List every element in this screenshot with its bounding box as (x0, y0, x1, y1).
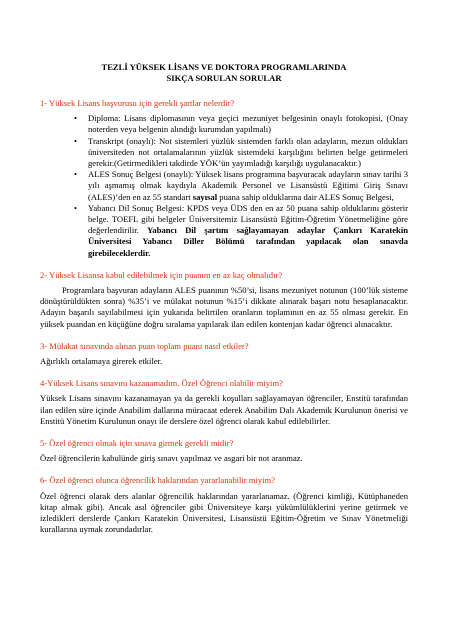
answer-2: Programlara başvuran adayların ALES puanının %50’si, lisans mezuniyet notunun (100’lük sisteme dönüştürüldükten sonra) %35’i ve mülakat notunun %15’i dikkate alınarak başarı notu hesaplanacaktır. Adayın başarılı sayılabilmesi için yukarıda belirtilen oranların toplamının en az 55 olması gerekir. En yüksek puandan en küçüğüne doğru sıralama yapılarak ilan edilen kontenjan kadar öğrenci alınacaktır. (40, 285, 408, 329)
list-item (74, 169, 408, 203)
title-line-1: TEZLİ YÜKSEK LİSANS VE DOKTORA PROGRAMLARINDA (101, 62, 347, 72)
answer-3: Ağırlıklı ortalamaya girerek etkiler. (40, 356, 163, 367)
question-4: 4-Yüksek Lisans sınavını kazanamadım. Özel Öğrenci olabilir miyim? (40, 378, 283, 389)
bullet-icon: • (74, 169, 78, 180)
document-title (40, 62, 408, 84)
list-item-text: Yabancı Dil Sonuç Belgesi: KPDS veya ÜDS den en az 50 puana sahip olduklarını gösterir belge. TOEFL gibi belgeler Üniversitemiz Lisansüstü Eğitim-Öğretim Yönetmeliğine göre değerlendirilir. (88, 202, 408, 236)
list-item (74, 135, 408, 170)
list-item-text: puana sahip olduklarına dair ALES Sonuç Belgesi, (217, 191, 394, 202)
answer-6: Özel öğrenci olarak ders alanlar öğrencilik haklarından yararlanamaz. (Öğrenci kimliği, Kütüphaneden kitap almak gibi). Ancak asıl öğrenciler gibi Üniversiteye karşı yükümlülüklerini yerine getirmek ve izledikleri derslerde Çankırı Karatekin Üniversitesi, Lisansüstü Eğitim-Öğretim ve Sınav Yönetmeliği kurallarına uymak zorundadırlar. (40, 490, 408, 535)
bullet-icon: • (74, 135, 78, 146)
question-5: 5- Özel öğrenci olmak için sınava girmek gerekli midir? (40, 438, 234, 449)
question-2: 2- Yüksek Lisansa kabul edilebilmek için puanım en az kaç olmalıdır? (40, 269, 283, 280)
list-item (74, 202, 408, 259)
bullet-icon: • (74, 202, 78, 213)
question-6: 6- Özel öğrenci olunca öğrencilik haklarından yararlanabilir miyim? (40, 475, 276, 486)
answer-4: Yüksek Lisans sınavını kazanamayan ya da gerekli koşulları sağlayamayan öğrenciler, Enstitü tarafından ilan edilen süre içinde Anabilim dallarına müracaat ederek Anabilim Dalı Akademik Kurulunun önerisi ve Enstitü Yönetim Kurulunun onayı ile derslere özel öğrenci olarak kabul edilebilirler. (40, 393, 408, 426)
list-item-bold-text: Yabancı Dil şartını sağlayamayan adaylar Çankırı Karatekin Üniversitesi Yabancı Diller Bölümü tarafından yapılacak olan sınavda girebileceklerdir. (88, 225, 408, 258)
answer-5: Özel öğrencilerin kabulünde giriş sınavı yapılmaz ve asgari bir not aranmaz. (40, 453, 303, 464)
list-item-text: ALES Sonuç Belgesi (onaylı): Yüksek lisans programına başvuracak adayların sınav tarihi 3 yılı aşmamış olmak kaydıyla Akademik Personel ve Lisansüstü Eğitimi Giriş Sınavı (ALES)’den en az 55 standart (88, 169, 408, 202)
bullet-icon: • (74, 113, 78, 124)
list-item (74, 113, 408, 135)
requirements-list (40, 113, 408, 259)
question-3: 3- Mülakat sınavında alınan puan toplam puanı nasıl etkiler? (40, 340, 249, 351)
list-item-text: Transkript (onaylı): Not sistemleri yüzlük sistemden farklı olan adayların, mezun oldukları üniversiteden not ortalamalarının yüzlük sistemdeki karşılığını belirten belge getirmeleri gerekir.(Getirmedikleri takdirde YÖK’ün yayımladığı karşılığı uygulanacaktır.) (88, 135, 408, 169)
list-item-text: Diploma: Lisans diplomasının veya geçici mezuniyet belgesinin onaylı fotokopisi, (Onay noterden veya belgenin alındığı kurumdan yapılmalı) (88, 113, 408, 135)
question-1: 1- Yüksek Lisans başvurusu için gerekli şartlar nelerdir? (40, 98, 235, 108)
title-line-2: SIKÇA SORULAN SORULAR (166, 73, 282, 83)
list-item-bold-text: sayısal (192, 191, 218, 202)
